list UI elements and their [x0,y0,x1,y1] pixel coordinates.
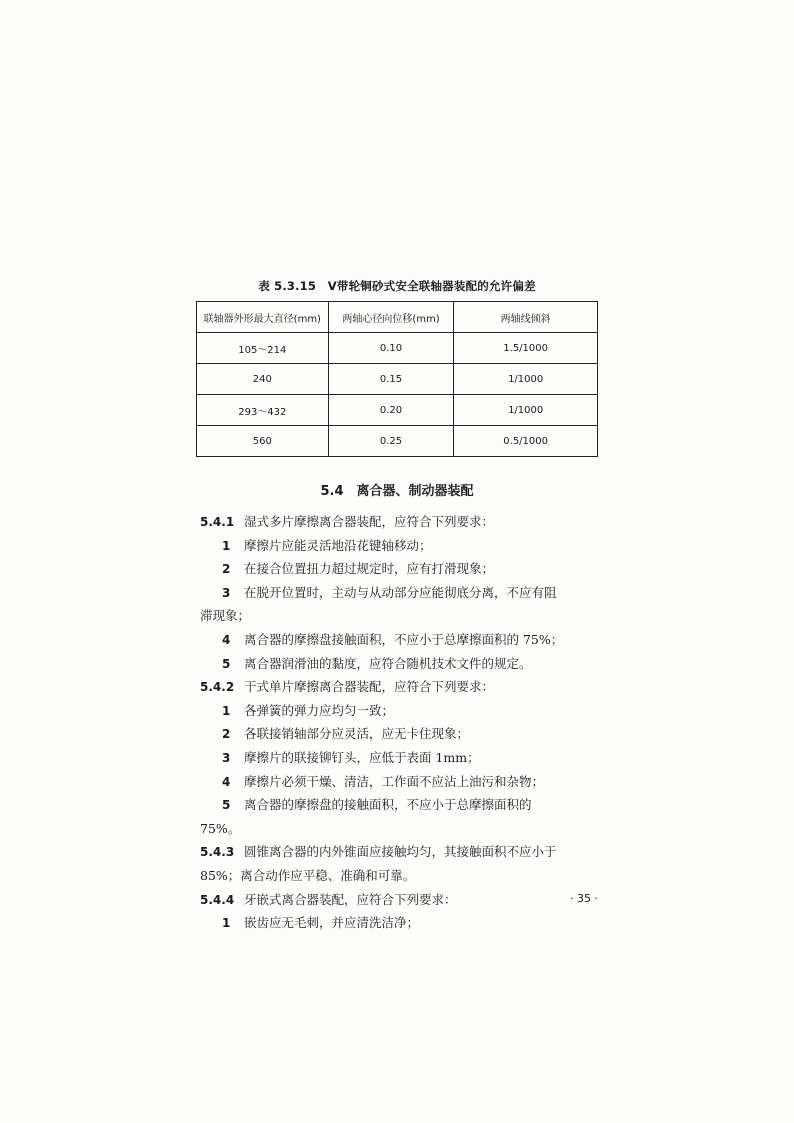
table-cell: 1.5/1000 [454,333,598,364]
clause-number: 5.4.2 [200,680,235,695]
clause-text: 圆锥离合器的内外锥面应接触均匀，其接触面积不应小于 [244,844,557,860]
list-item [200,911,598,935]
table-row [197,333,598,364]
item-text: 摩擦片的联接铆钉头，应低于表面 1mm； [244,749,480,765]
table-header-row [197,302,598,333]
table-row [197,426,598,457]
list-item [200,699,598,723]
header-axis-tilt: 两轴线倾斜 [454,302,598,333]
table-cell: 0.15 [328,364,454,395]
list-item [200,770,598,794]
list-item [200,746,598,770]
item-text: 在接合位置扭力超过规定时，应有打滑现象； [244,561,495,577]
table-cell: 0.5/1000 [454,426,598,457]
clause-number: 5.4.3 [200,845,235,860]
item-text: 离合器的摩擦盘的接触面积，不应小于总摩擦面积的 [244,797,532,813]
clause-text: 湿式多片摩擦离合器装配，应符合下列要求： [244,514,495,529]
clause-continuation: 85%；离合动作应平稳、准确和可靠。 [200,867,416,883]
item-continuation: 滞现象； [200,608,251,624]
item-number: 5 [222,656,231,671]
list-item [200,581,598,605]
item-text: 摩擦片应能灵活地沿花键轴移动； [244,537,432,553]
table-cell: 240 [197,364,329,395]
clause-text: 牙嵌式离合器装配，应符合下列要求： [244,891,457,907]
table-cell: 560 [197,426,329,457]
list-item [200,534,598,558]
item-text: 在脱开位置时，主动与从动部分应能彻底分离，不应有阻 [244,584,557,600]
page-number: · 35 · [570,892,598,905]
item-number: 5 [222,798,231,813]
list-item [200,628,598,652]
clause-number: 5.4.4 [200,892,235,907]
list-item [200,557,598,581]
table-cell: 105～214 [197,333,329,364]
item-number: 3 [222,585,231,600]
table-row [197,395,598,426]
list-item [200,722,598,746]
item-text: 离合器的摩擦盘接触面积，不应小于总摩擦面积的 75%； [244,631,564,647]
table-cell: 0.20 [328,395,454,426]
table-cell: 0.25 [328,426,454,457]
section-title: 5.4 离合器、制动器装配 [320,484,474,499]
list-item [200,652,598,676]
item-text: 各联接销轴部分应灵活，应无卡住现象； [244,726,470,742]
item-number: 4 [222,632,231,647]
table-cell: 1/1000 [454,364,598,395]
item-text: 离合器润滑油的黏度，应符合随机技术文件的规定。 [244,655,532,671]
header-radial-displacement: 两轴心径向位移(mm) [328,302,454,333]
clause-5-4-2 [200,675,598,699]
header-max-diameter: 联轴器外形最大直径(mm) [197,302,329,333]
item-number: 3 [222,750,231,765]
item-text: 各弹簧的弹力应均匀一致； [244,702,395,718]
list-item [200,793,598,817]
table-cell: 0.10 [328,333,454,364]
item-number: 1 [222,703,231,718]
clause-text: 干式单片摩擦离合器装配，应符合下列要求： [244,679,495,695]
table-row [197,364,598,395]
item-number: 2 [222,727,231,742]
table-caption: 表 5.3.15 V带轮铜砂式安全联轴器装配的允许偏差 [258,279,536,293]
table-cell: 293～432 [197,395,329,426]
clause-5-4-3 [200,840,598,864]
body-text [200,510,598,935]
table-cell: 1/1000 [454,395,598,426]
item-number: 1 [222,916,231,931]
clause-number: 5.4.1 [200,515,235,529]
tolerance-table [196,301,598,457]
item-number: 1 [222,538,231,553]
item-number: 4 [222,774,231,789]
item-number: 2 [222,562,231,577]
item-text: 摩擦片必须干燥、清洁，工作面不应沾上油污和杂物； [244,773,545,789]
item-text: 嵌齿应无毛刺，并应清洗洁净； [244,915,420,931]
clause-5-4-1 [200,510,598,534]
item-continuation: 75%。 [200,820,241,836]
